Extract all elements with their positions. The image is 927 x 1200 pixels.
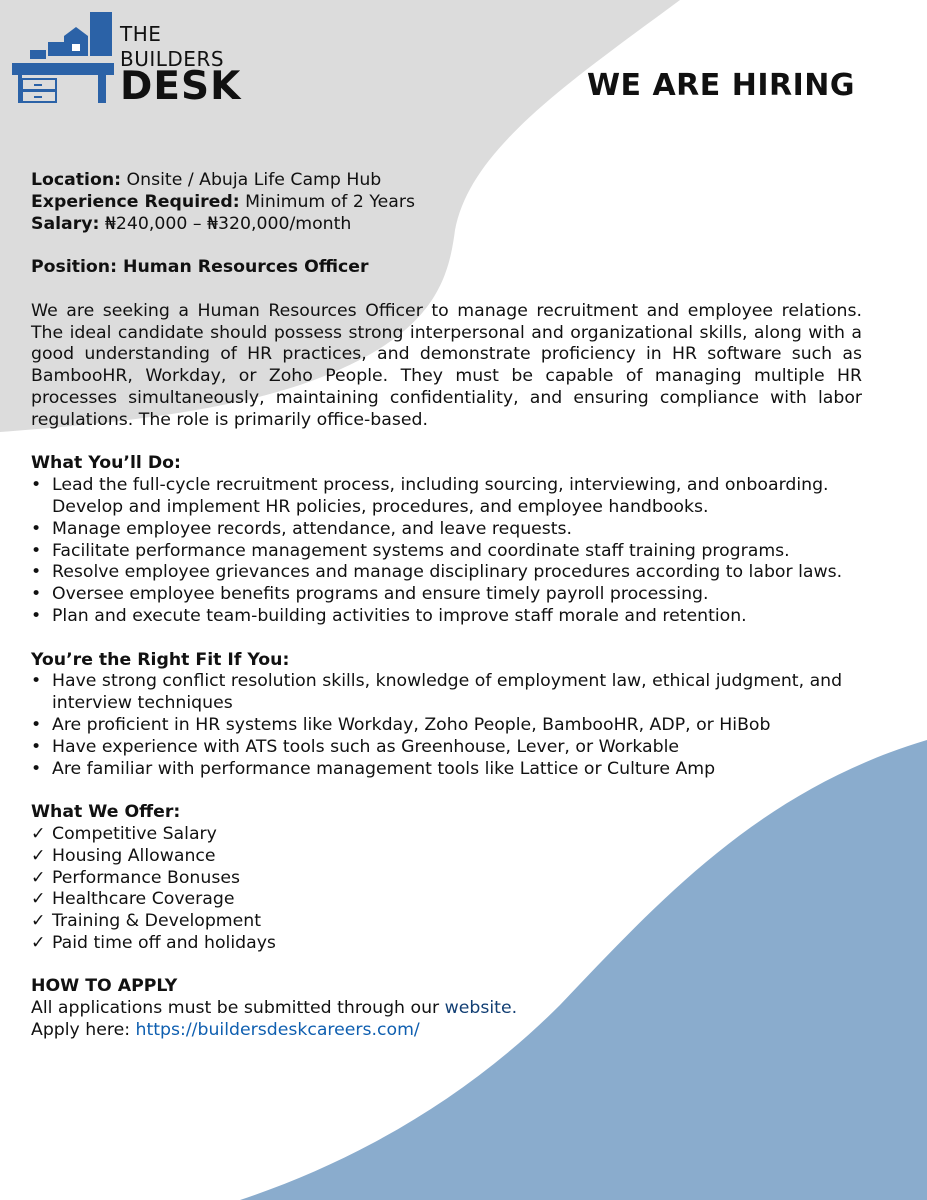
offer-item: ✓ Performance Bonuses xyxy=(31,868,862,890)
location-value: Onsite / Abuja Life Camp Hub xyxy=(121,170,382,190)
logo-text-the: THE xyxy=(120,22,162,46)
requirements-list xyxy=(31,671,862,780)
position-title: Position: Human Resources Officer xyxy=(31,257,369,278)
requirement-item: • Are proficient in HR systems like Workday, Zoho People, BambooHR, ADP, or HiBob xyxy=(31,715,862,737)
apply-instructions xyxy=(31,998,862,1020)
offer-heading: What We Offer: xyxy=(31,802,181,823)
offer-item: ✓ Healthcare Coverage xyxy=(31,889,862,911)
requirement-item: • Have experience with ATS tools such as Greenhouse, Lever, or Workable xyxy=(31,737,862,759)
location-line xyxy=(31,170,862,192)
apply-link-line xyxy=(31,1020,862,1042)
building-desk-icon xyxy=(12,12,122,107)
duty-item: • Lead the full-cycle recruitment process, including sourcing, interviewing, and onboarding. Develop and implement HR policies, procedures, and employee handbooks. xyxy=(31,475,862,519)
how-to-apply-heading: HOW TO APPLY xyxy=(31,976,178,997)
requirement-item: • Have strong conflict resolution skills, knowledge of employment law, ethical judgment, and interview techniques xyxy=(31,671,862,715)
requirement-item: • Are familiar with performance management tools like Lattice or Culture Amp xyxy=(31,759,862,781)
duty-item: • Resolve employee grievances and manage disciplinary procedures according to labor laws. xyxy=(31,562,862,584)
salary-label: Salary: xyxy=(31,213,100,234)
careers-link[interactable]: https://buildersdeskcareers.com/ xyxy=(135,1020,420,1041)
apply-instructions-text: All applications must be submitted through our xyxy=(31,998,445,1019)
duty-item: • Manage employee records, attendance, and leave requests. xyxy=(31,519,862,541)
offer-item: ✓ Training & Development xyxy=(31,911,862,933)
duty-item: • Plan and execute team-building activities to improve staff morale and retention. xyxy=(31,606,862,628)
salary-value: ₦240,000 – ₦320,000/month xyxy=(99,213,352,234)
offer-item: ✓ Paid time off and holidays xyxy=(31,933,862,955)
right-fit-heading: You’re the Right Fit If You: xyxy=(31,649,290,670)
duty-item: • Facilitate performance management systems and coordinate staff training programs. xyxy=(31,541,862,563)
company-logo xyxy=(12,12,252,112)
page-headline: WE ARE HIRING xyxy=(586,68,855,103)
duty-item: • Oversee employee benefits programs and ensure timely payroll processing. xyxy=(31,584,862,606)
offer-list xyxy=(31,824,862,955)
offer-item: ✓ Housing Allowance xyxy=(31,846,862,868)
duties-list xyxy=(31,475,862,628)
offer-item: ✓ Competitive Salary xyxy=(31,824,862,846)
job-description: We are seeking a Human Resources Officer to manage recruitment and employee relations. The ideal candidate should possess strong interpersonal and organizational skills, along with a good understanding of HR practices, and demonstrate proficiency in HR software such as BambooHR, Workday, or Zoho People. They must be capable of managing multiple HR processes simultaneously, maintaining confidentiality, and ensuring compliance with labor regulations. The role is primarily office-based. xyxy=(31,300,862,430)
what-youll-do-heading: What You’ll Do: xyxy=(31,453,181,474)
salary-line xyxy=(31,214,862,236)
experience-line xyxy=(31,192,862,214)
logo-text-desk: DESK xyxy=(120,64,242,109)
location-label: Location: xyxy=(31,170,122,190)
logo-text-builders: BUILDERS xyxy=(120,47,225,71)
experience-value: Minimum of 2 Years xyxy=(239,191,415,212)
experience-label: Experience Required: xyxy=(31,191,240,212)
website-text: website. xyxy=(444,998,518,1019)
apply-here-label: Apply here: xyxy=(31,1020,136,1041)
job-posting xyxy=(31,170,862,1042)
